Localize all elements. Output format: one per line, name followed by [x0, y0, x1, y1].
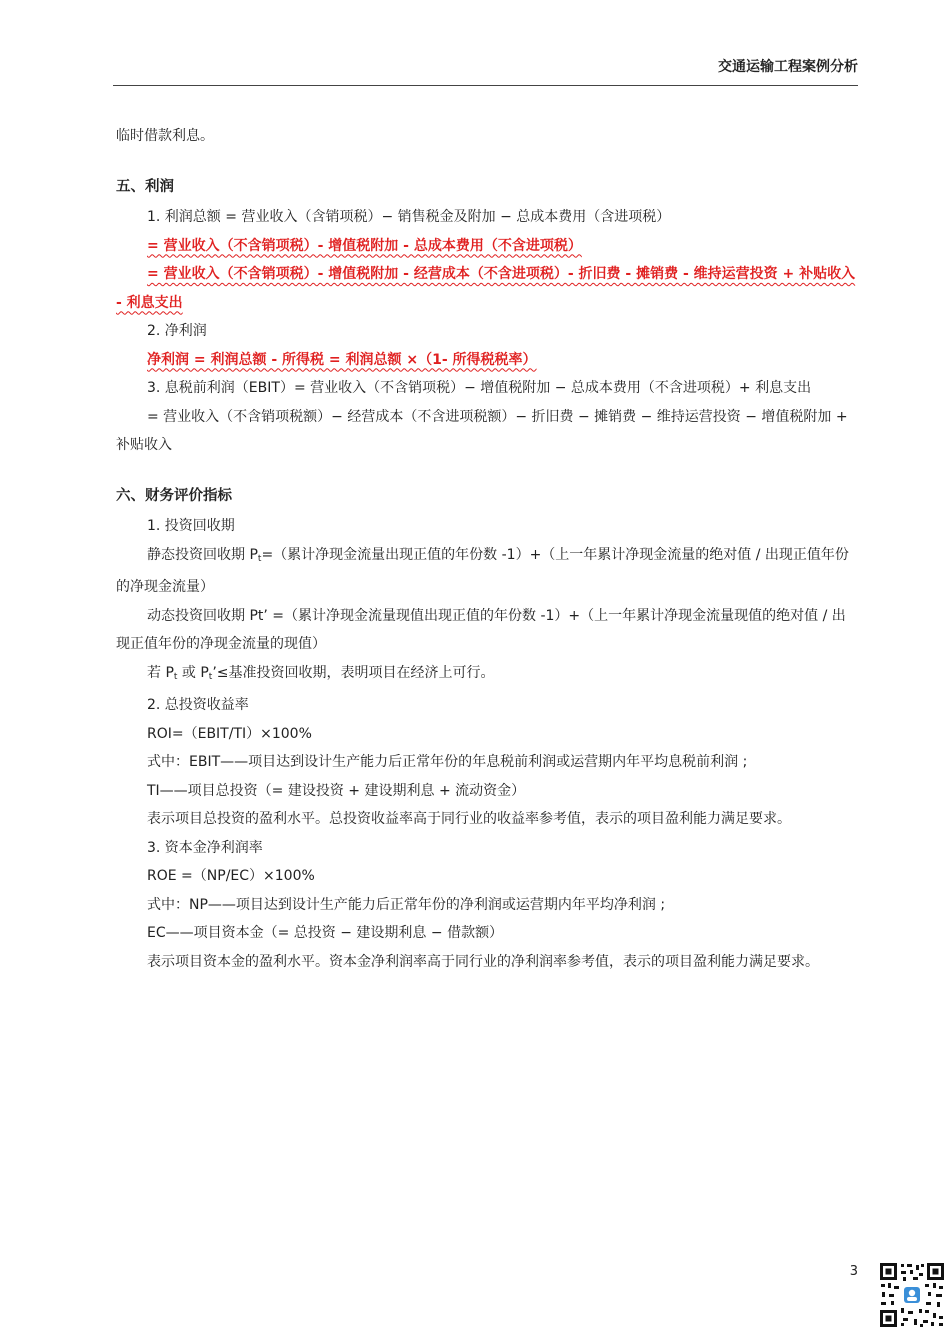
document-body — [116, 122, 858, 976]
static-payback-formula — [116, 541, 858, 602]
static-payback-expression: =（累计净现金流量出现正值的年份数 -1）+（上一年累计净现金流量的绝对值 / 出现正值年份的净现金流量） — [116, 546, 849, 595]
payback-condition — [116, 659, 858, 692]
running-header: 交通运输工程案例分析 — [718, 59, 858, 75]
roe-formula: ROE =（NP/EC）×100% — [147, 868, 315, 884]
roi-where-1: 式中：EBIT——项目达到设计生产能力后正常年份的年息税前利润或运营期内年平均息税前利润 ; — [147, 754, 748, 770]
dynamic-payback-formula: 动态投资回收期 Pt’ =（累计净现金流量现值出现正值的年份数 -1）+（上一年累计净现金流量现值的绝对值 / 出现正值年份的净现金流量的现值） — [116, 607, 846, 652]
roi-where-2: TI——项目总投资（= 建设投资 + 建设期利息 + 流动资金） — [147, 782, 526, 799]
condition-text: 或 P — [177, 664, 209, 681]
net-profit-formula-red — [116, 346, 858, 375]
intro-paragraph: 临时借款利息。 — [116, 128, 214, 144]
highlight-text: 净利润 = 利润总额 - 所得税 = 利润总额 ×（1- 所得税税率） — [147, 351, 537, 368]
highlight-text: = 营业收入（不含销项税）- 增值税附加 - 经营成本（不含进项税）- 折旧费 - 摊销费 - 维持运营投资 + 补贴收入 - 利息支出 — [116, 266, 856, 311]
header-rule — [113, 85, 858, 86]
page-number: 3 — [849, 1264, 858, 1279]
roi-title: 2. 总投资收益率 — [147, 697, 249, 713]
static-payback-label: 静态投资回收期 P — [147, 546, 258, 563]
condition-text: ’≤基准投资回收期，表明项目在经济上可行。 — [212, 664, 495, 681]
payback-title: 1. 投资回收期 — [147, 518, 235, 534]
qr-code-icon — [879, 1262, 945, 1328]
roi-formula: ROI=（EBIT/TI）×100% — [147, 725, 312, 742]
net-profit-title: 2. 净利润 — [147, 323, 207, 339]
profit-total-formula-red-1 — [116, 232, 858, 261]
highlight-text: = 营业收入（不含销项税）- 增值税附加 - 总成本费用（不含进项税） — [147, 237, 582, 254]
roe-title: 3. 资本金净利润率 — [147, 839, 263, 856]
roe-where-2: EC——项目资本金（= 总投资 − 建设期利息 − 借款额） — [147, 925, 504, 941]
section-heading-financial-indicators: 六、财务评价指标 — [116, 487, 232, 504]
profit-total-formula-red-2 — [116, 260, 858, 317]
section-heading-profit: 五、利润 — [116, 178, 174, 195]
profit-total-formula: 1. 利润总额 = 营业收入（含销项税）− 销售税金及附加 − 总成本费用（含进项税） — [147, 209, 671, 225]
roe-description: 表示项目资本金的盈利水平。资本金净利润率高于同行业的净利润率参考值，表示的项目盈利能力满足要求。 — [147, 953, 819, 970]
roe-where-1: 式中：NP——项目达到设计生产能力后正常年份的净利润或运营期内年平均净利润 ; — [147, 896, 666, 913]
ebit-formula: 3. 息税前利润（EBIT）= 营业收入（不含销项税）− 增值税附加 − 总成本费用（不含进项税）+ 利息支出 — [147, 380, 812, 396]
roi-description: 表示项目总投资的盈利水平。总投资收益率高于同行业的收益率参考值，表示的项目盈利能力满足要求。 — [147, 811, 791, 827]
subscript: t — [208, 671, 213, 682]
subscript: t — [173, 671, 178, 682]
subscript: t — [257, 553, 262, 564]
condition-text: 若 P — [147, 664, 174, 681]
ebit-formula-expanded: = 营业收入（不含销项税额）− 经营成本（不含进项税额）− 折旧费 − 摊销费 − 维持运营投资 − 增值税附加 + 补贴收入 — [116, 408, 848, 453]
